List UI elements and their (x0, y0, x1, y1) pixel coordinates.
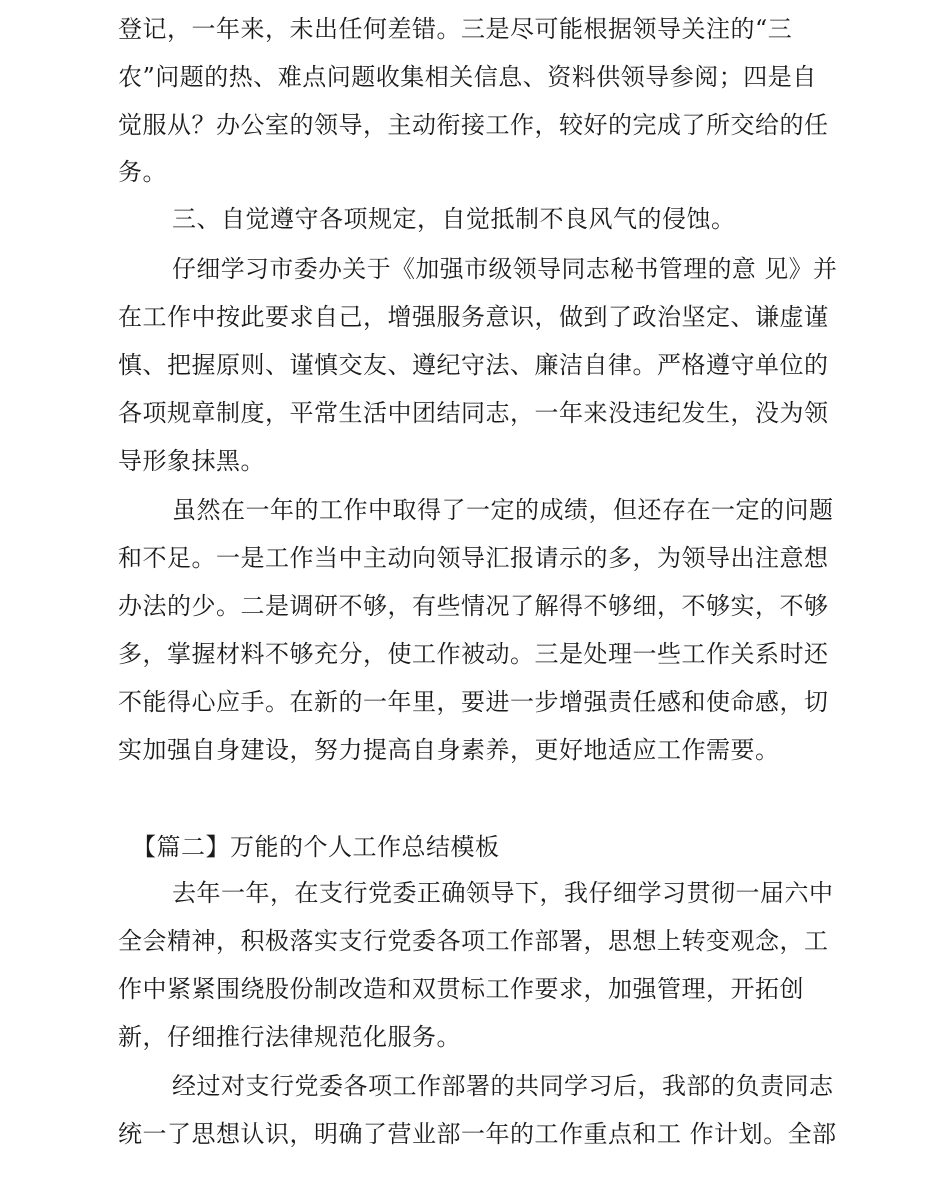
paragraph-line: 不能得心应手。在新的一年里，要进一步增强责任感和使命感，切 (118, 688, 829, 716)
paragraph-line: 实加强自身建设，努力提高自身素养，更好地适应工作需要。 (118, 736, 780, 764)
paragraph-line: 多，掌握材料不够充分，使工作被动。三是处理一些工作关系时还 (118, 640, 829, 668)
paragraph-line: 作中紧紧围绕股份制改造和双贯标工作要求，加强管理，开拓创 (118, 975, 804, 1003)
paragraph-line: 和不足。一是工作当中主动向领导汇报请示的多，为领导出注意想 (118, 544, 829, 572)
paragraph-line: 经过对支行党委各项工作部署的共同学习后，我部的负责同志 (172, 1072, 834, 1100)
paragraph-line: 虽然在一年的工作中取得了一定的成绩，但还存在一定的问题 (172, 496, 834, 524)
paragraph-line: 办法的少。二是调研不够，有些情况了解得不够细，不够实，不够 (118, 592, 829, 620)
paragraph-line: 务。 (118, 158, 167, 186)
paragraph-line: 仔细学习市委办关于《加强市级领导同志秘书管理的意 见》并 (172, 255, 838, 283)
paragraph-line: 慎、把握原则、谨慎交友、遵纪守法、廉洁自律。严格遵守单位的 (118, 351, 829, 379)
paragraph-line: 统一了思想认识，明确了营业部一年的工作重点和工 作计划。全部 (118, 1120, 837, 1148)
paragraph-line: 导形象抹黑。 (118, 447, 265, 475)
paragraph-line: 觉服从？办公室的领导，主动衔接工作，较好的完成了所交给的任 (118, 111, 829, 139)
paragraph-line: 新，仔细推行法律规范化服务。 (118, 1023, 461, 1051)
paragraph-line: 农”问题的热、难点问题收集相关信息、资料供领导参阅；四是自 (118, 63, 817, 91)
paragraph-line: 全会精神，积极落实支行党委各项工作部署，思想上转变观念，工 (118, 927, 829, 955)
paragraph-line: 去年一年，在支行党委正确领导下，我仔细学习贯彻一届六中 (172, 879, 834, 907)
paragraph-line: 各项规章制度，平常生活中团结同志，一年来没违纪发生，没为领 (118, 399, 829, 427)
article-heading: 【篇二】万能的个人工作总结模板 (132, 833, 500, 861)
paragraph-line: 在工作中按此要求自己，增强服务意识，做到了政治坚定、谦虚谨 (118, 303, 829, 331)
paragraph-line: 登记，一年来，未出任何差错。三是尽可能根据领导关注的“三 (118, 15, 793, 43)
section-heading: 三、自觉遵守各项规定，自觉抵制不良风气的侵蚀。 (172, 205, 736, 233)
